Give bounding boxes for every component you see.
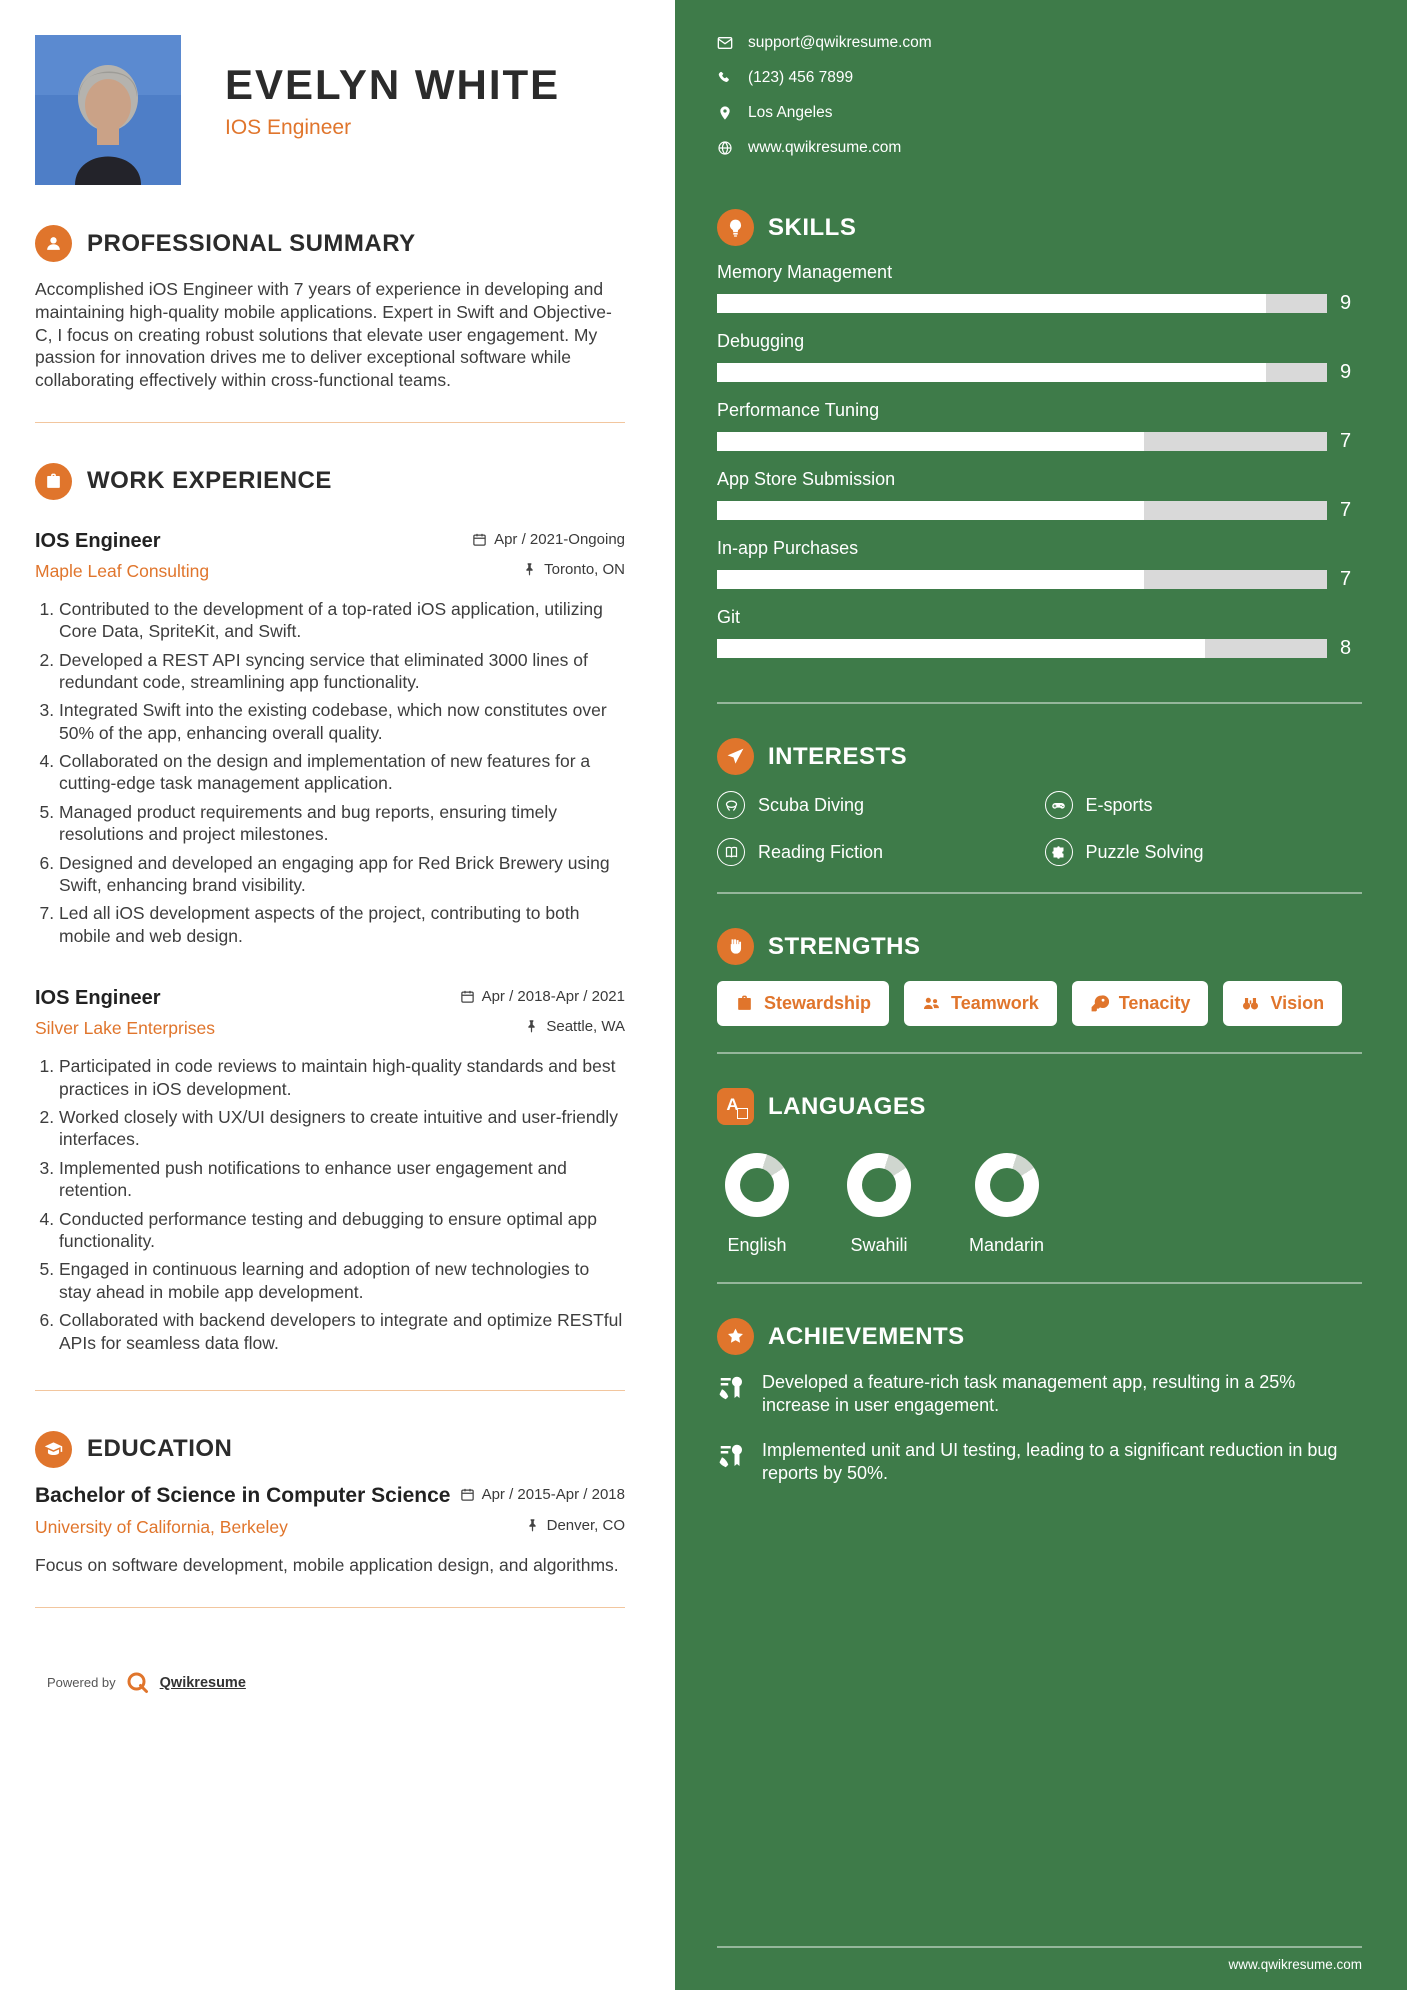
contact-email-text: support@qwikresume.com xyxy=(748,34,932,51)
education-degree: Bachelor of Science in Computer Science xyxy=(35,1483,451,1507)
job-bullet: 3. Integrated Swift into the existing codebase, which now constitutes over 50% of the app, enhancing overall quality. xyxy=(59,699,625,744)
skill-name: Memory Management xyxy=(717,262,893,282)
paper-plane-icon xyxy=(717,738,754,775)
job-head xyxy=(35,530,625,553)
skill-bar xyxy=(717,570,1327,589)
education-heading: EDUCATION xyxy=(87,1435,233,1463)
skill-score: 7 xyxy=(1340,430,1352,452)
skill-name: In-app Purchases xyxy=(717,538,859,558)
strengths-section xyxy=(717,928,1362,1026)
summary-text: Accomplished iOS Engineer with 7 years of experience in developing and maintaining high-quality mobile applications. Expert in Swift and Objective-C, I focus on creating robust solutions that elevate user engagement. My passion for innovation drives me to deliver exceptional software while collaborating effectively within cross-functional teams. xyxy=(35,279,612,390)
job-bullet: 2. Worked closely with UX/UI designers to create intuitive and user-friendly interfaces. xyxy=(59,1106,625,1151)
job-subhead xyxy=(35,553,625,582)
skill-score: 7 xyxy=(1340,568,1352,590)
puzzle-icon xyxy=(1045,838,1073,866)
pushpin-icon xyxy=(522,562,537,577)
strengths-heading: STRENGTHS xyxy=(768,932,921,960)
divider xyxy=(35,1390,625,1391)
language-label: English xyxy=(727,1235,787,1255)
skills-heading: SKILLS xyxy=(768,213,857,241)
language-item xyxy=(847,1153,911,1256)
main-column xyxy=(0,0,675,1990)
pushpin-icon xyxy=(525,1518,540,1533)
language-label: Swahili xyxy=(850,1235,908,1255)
languages-list xyxy=(717,1141,1362,1256)
strength-chips xyxy=(717,981,1362,1026)
languages-heading: LANGUAGES xyxy=(768,1092,926,1120)
stewardship-icon xyxy=(735,994,754,1013)
globe-icon xyxy=(717,140,733,156)
binoculars-icon xyxy=(1241,994,1260,1013)
job-bullet: 2. Developed a REST API syncing service that eliminated 3000 lines of redundant code, streamlining app functionality. xyxy=(59,649,625,694)
education-dates xyxy=(460,1486,625,1503)
education-description: Focus on software development, mobile application design, and algorithms. xyxy=(35,1554,619,1575)
job-bullet: 3. Implemented push notifications to enhance user engagement and retention. xyxy=(59,1157,625,1202)
achievement-icon xyxy=(717,1441,747,1471)
translate-icon: A xyxy=(717,1088,754,1125)
interest-item xyxy=(1045,791,1363,819)
education-location-text: Denver, CO xyxy=(546,1516,625,1534)
job-bullet: 5. Engaged in continuous learning and adoption of new technologies to stay ahead in mobile app development. xyxy=(59,1258,625,1303)
sidebar-footer-link[interactable]: www.qwikresume.com xyxy=(1228,1957,1362,1972)
qwikresume-logo-icon xyxy=(125,1670,151,1696)
fist-icon xyxy=(717,928,754,965)
job-bullet: 1. Contributed to the development of a top-rated iOS application, utilizing Core Data, SpriteKit, and Swift. xyxy=(59,598,625,643)
briefcase-icon xyxy=(35,463,72,500)
skill-bar xyxy=(717,294,1327,313)
job-location xyxy=(522,561,625,578)
interests-section xyxy=(717,738,1362,866)
sidebar xyxy=(675,0,1407,1990)
strength-label: Tenacity xyxy=(1118,993,1191,1013)
language-donut-chart xyxy=(847,1153,911,1217)
contact-phone-text: (123) 456 7899 xyxy=(748,69,854,86)
education-location xyxy=(525,1517,625,1534)
qwikresume-brand-link[interactable]: Qwikresume xyxy=(159,1674,246,1691)
skill-item xyxy=(717,400,1362,453)
achievements-heading: ACHIEVEMENTS xyxy=(768,1322,965,1350)
job-location-text: Toronto, ON xyxy=(544,560,625,578)
languages-section xyxy=(717,1088,1362,1256)
job-bullet: 6. Collaborated with backend developers to integrate and optimize RESTful APIs for seamless data flow. xyxy=(59,1309,625,1354)
skill-bar xyxy=(717,363,1327,382)
resume-header xyxy=(35,35,625,185)
education-entry xyxy=(35,1484,625,1577)
education-school: University of California, Berkeley xyxy=(35,1516,288,1537)
candidate-name: EVELYN WHITE xyxy=(225,61,561,108)
skill-name: App Store Submission xyxy=(717,469,896,489)
achievement-item xyxy=(717,1439,1362,1485)
skill-name: Performance Tuning xyxy=(717,400,880,420)
skill-item xyxy=(717,469,1362,522)
contact-location xyxy=(717,104,1362,122)
book-icon xyxy=(717,838,745,866)
skill-item xyxy=(717,538,1362,591)
skill-name: Debugging xyxy=(717,331,805,351)
interest-label: Scuba Diving xyxy=(758,794,865,815)
job-bullet-list xyxy=(35,1055,625,1354)
skill-bar-fill xyxy=(717,501,1144,520)
skill-item xyxy=(717,331,1362,384)
divider xyxy=(717,892,1362,894)
job-dates-text: Apr / 2018-Apr / 2021 xyxy=(481,988,625,1006)
job-bullet: 4. Collaborated on the design and implementation of new features for a cutting-edge task management application. xyxy=(59,750,625,795)
skills-section xyxy=(717,209,1362,676)
divider xyxy=(35,1607,625,1608)
phone-icon xyxy=(717,70,733,86)
skill-bar-fill xyxy=(717,363,1266,382)
job-bullet: 5. Managed product requirements and bug reports, ensuring timely resolutions and project milestones. xyxy=(59,801,625,846)
strength-chip xyxy=(1223,981,1342,1026)
user-icon xyxy=(35,225,72,262)
graduation-icon xyxy=(35,1431,72,1468)
job-dates-text: Apr / 2021-Ongoing xyxy=(494,530,625,548)
skill-item xyxy=(717,607,1362,660)
job-company: Silver Lake Enterprises xyxy=(35,1018,215,1039)
contact-email[interactable] xyxy=(717,34,1362,52)
section-head-languages xyxy=(717,1088,1362,1125)
skill-item xyxy=(717,262,1362,315)
job-company: Maple Leaf Consulting xyxy=(35,560,210,581)
work-heading: WORK EXPERIENCE xyxy=(87,467,332,495)
language-item xyxy=(969,1153,1044,1256)
job-bullet: 7. Led all iOS development aspects of the project, contributing to both mobile and web design. xyxy=(59,902,625,947)
strength-label: Vision xyxy=(1270,993,1325,1013)
section-head-achievements xyxy=(717,1318,1362,1355)
lightbulb-icon xyxy=(717,209,754,246)
divider xyxy=(717,702,1362,704)
skill-name: Git xyxy=(717,607,741,627)
skill-bar-fill xyxy=(717,432,1144,451)
skill-bar-fill xyxy=(717,639,1205,658)
powered-by-label: Powered by xyxy=(47,1675,116,1691)
candidate-title: IOS Engineer xyxy=(225,116,352,140)
tenacity-icon xyxy=(1090,994,1109,1013)
section-head-work xyxy=(35,463,625,500)
strength-label: Teamwork xyxy=(951,993,1039,1013)
interest-item xyxy=(1045,838,1363,866)
gamepad-icon xyxy=(1045,791,1073,819)
interest-item xyxy=(717,838,1035,866)
skill-score: 7 xyxy=(1340,499,1352,521)
skill-score: 8 xyxy=(1340,637,1352,659)
strength-chip xyxy=(717,981,889,1026)
interests-heading: INTERESTS xyxy=(768,742,908,770)
achievement-icon xyxy=(717,1373,747,1403)
name-block xyxy=(225,35,560,140)
star-icon xyxy=(717,1318,754,1355)
strength-chip xyxy=(1072,981,1209,1026)
skill-bar-fill xyxy=(717,294,1266,313)
education-head xyxy=(35,1484,625,1508)
calendar-icon xyxy=(460,989,475,1004)
achievements-section xyxy=(717,1318,1362,1507)
calendar-icon xyxy=(460,1487,475,1502)
section-head-strengths xyxy=(717,928,1362,965)
job-entry xyxy=(35,530,625,953)
job-dates xyxy=(472,531,625,548)
teamwork-icon xyxy=(922,994,941,1013)
job-entry xyxy=(35,987,625,1360)
contact-website[interactable] xyxy=(717,139,1362,157)
interests-grid xyxy=(717,791,1362,866)
skill-bar xyxy=(717,501,1327,520)
achievement-item xyxy=(717,1371,1362,1417)
language-item xyxy=(725,1153,789,1256)
language-donut-chart xyxy=(975,1153,1039,1217)
interest-item xyxy=(717,791,1035,819)
achievement-text: Implemented unit and UI testing, leading to a significant reduction in bug reports by 50%. xyxy=(762,1440,1338,1484)
achievement-text: Developed a feature-rich task management app, resulting in a 25% increase in user engagement. xyxy=(762,1372,1296,1416)
calendar-icon xyxy=(472,532,487,547)
powered-by-footer xyxy=(35,1670,625,1696)
education-subhead xyxy=(35,1508,625,1538)
education-dates-text: Apr / 2015-Apr / 2018 xyxy=(481,1485,625,1503)
profile-photo xyxy=(35,35,181,185)
map-pin-icon xyxy=(717,105,733,121)
section-head-education xyxy=(35,1431,625,1468)
job-bullet: 6. Designed and developed an engaging app for Red Brick Brewery using Swift, enhancing brand visibility. xyxy=(59,852,625,897)
job-location-text: Seattle, WA xyxy=(546,1018,625,1036)
interest-label: Puzzle Solving xyxy=(1085,841,1204,862)
skill-bar-fill xyxy=(717,570,1144,589)
job-bullet-list xyxy=(35,598,625,947)
section-head-interests xyxy=(717,738,1362,775)
scuba-diving-icon xyxy=(717,791,745,819)
language-donut-chart xyxy=(725,1153,789,1217)
job-location xyxy=(524,1018,625,1035)
job-title: IOS Engineer xyxy=(35,529,161,552)
skill-score: 9 xyxy=(1340,361,1352,383)
job-dates xyxy=(460,988,625,1005)
job-subhead xyxy=(35,1010,625,1039)
sidebar-footer xyxy=(717,1946,1362,1972)
strength-chip xyxy=(904,981,1057,1026)
strength-label: Stewardship xyxy=(764,993,872,1013)
skill-bar xyxy=(717,432,1327,451)
interest-label: Reading Fiction xyxy=(758,841,884,862)
job-head xyxy=(35,987,625,1010)
divider xyxy=(717,1282,1362,1284)
section-head-skills xyxy=(717,209,1362,246)
skill-bar xyxy=(717,639,1327,658)
mail-icon xyxy=(717,35,733,51)
skill-score: 9 xyxy=(1340,292,1352,314)
job-title: IOS Engineer xyxy=(35,987,161,1010)
summary-heading: PROFESSIONAL SUMMARY xyxy=(87,229,416,257)
section-head-summary xyxy=(35,225,625,262)
pushpin-icon xyxy=(524,1019,539,1034)
interest-label: E-sports xyxy=(1085,794,1153,815)
contact-website-text: www.qwikresume.com xyxy=(748,139,902,156)
language-label: Mandarin xyxy=(969,1235,1045,1255)
contact-phone[interactable] xyxy=(717,69,1362,87)
divider xyxy=(717,1052,1362,1054)
contact-location-text: Los Angeles xyxy=(748,104,833,121)
job-bullet: 4. Conducted performance testing and debugging to ensure optimal app functionality. xyxy=(59,1208,625,1253)
job-bullet: 1. Participated in code reviews to maintain high-quality standards and best practices in iOS development. xyxy=(59,1055,625,1100)
divider xyxy=(35,422,625,423)
contact-section xyxy=(717,34,1362,157)
profile-photo-illustration xyxy=(35,35,181,185)
